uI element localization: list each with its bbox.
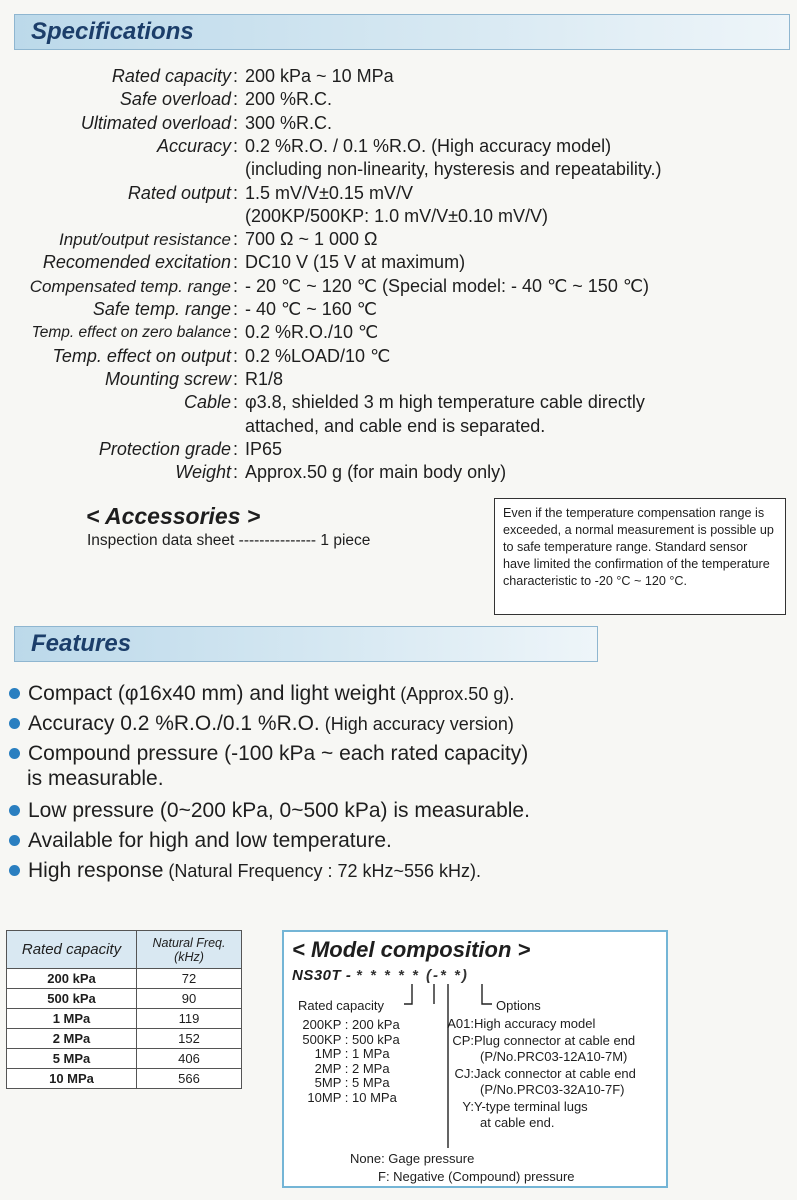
spec-row — [0, 275, 797, 298]
table-row — [7, 1029, 242, 1049]
spec-colon: : — [233, 112, 239, 133]
rated-capacity-code: 2MP — [314, 1060, 342, 1076]
rated-capacity-code: 5MP — [314, 1075, 342, 1091]
feature-item: Available for high and low temperature. — [9, 828, 392, 853]
spec-value: Approx.50 g (for main body only) — [245, 462, 507, 483]
table-row — [7, 1009, 242, 1029]
option-item — [434, 1033, 636, 1050]
option-item — [434, 1066, 636, 1083]
bullet-icon — [9, 835, 20, 846]
spec-row — [0, 135, 797, 158]
rated-capacity-cell: 2 MPa — [7, 1029, 137, 1049]
spec-row — [0, 65, 797, 88]
spec-value-continued: (200KP/500KP: 1.0 mV/V±0.10 mV/V) — [245, 205, 549, 226]
natural-freq-cell: 406 — [137, 1049, 242, 1069]
option-text: High accuracy model — [474, 1016, 596, 1031]
features-title: Features — [31, 630, 132, 657]
spec-value: DC10 V (15 V at maximum) — [245, 252, 466, 273]
temperature-note: Even if the temperature compensation range is exceeded, a normal measurement is possible up to safe temperature range. Standard sensor have limited the confirmation of the temperature characteristic to -20 °C ~ 120 °C. — [494, 498, 786, 615]
spec-value: 700 Ω ~ 1 000 Ω — [245, 229, 378, 250]
spec-label: Mounting screw — [104, 368, 231, 389]
option-code: Y: — [462, 1098, 474, 1114]
spec-value: 200 %R.C. — [245, 89, 333, 110]
feature-item: Low pressure (0~200 kPa, 0~500 kPa) is measurable. — [9, 798, 530, 823]
spec-value: φ3.8, shielded 3 m high temperature cable directly — [245, 392, 645, 413]
table-row — [7, 969, 242, 989]
feature-item: Compact (φ16x40 mm) and light weight (Approx.50 g). — [9, 681, 514, 707]
spec-label: Ultimated overload — [80, 112, 231, 133]
spec-value: - 20 ℃ ~ 120 ℃ (Special model: - 40 ℃ ~ 150 ℃) — [245, 275, 650, 296]
spec-colon: : — [233, 275, 239, 296]
natural-freq-cell: 566 — [137, 1069, 242, 1089]
rated-capacity-label: Rated capacity — [298, 998, 384, 1013]
spec-row — [0, 391, 797, 414]
option-item — [434, 1016, 636, 1033]
spec-colon: : — [233, 392, 239, 413]
spec-label: Input/output resistance — [58, 230, 231, 250]
spec-row — [0, 298, 797, 321]
spec-row — [0, 438, 797, 461]
rated-capacity-code: 10MP — [307, 1089, 342, 1105]
option-text: Y-type terminal lugs — [474, 1098, 588, 1114]
spec-label: Rated capacity — [111, 66, 231, 86]
options-list — [434, 1016, 636, 1132]
rated-capacity-option: 2MP : 2 MPa — [288, 1062, 412, 1077]
bullet-icon — [9, 748, 20, 759]
spec-colon: : — [233, 345, 239, 366]
spec-row — [0, 112, 797, 135]
bullet-icon — [9, 718, 20, 729]
rated-capacity-value: 1 MPa — [352, 1046, 390, 1062]
spec-label: Cable — [183, 392, 231, 413]
model-composition-title: < Model composition > — [292, 937, 531, 962]
pressure-gage: None: Gage pressure — [350, 1151, 475, 1166]
spec-colon: : — [233, 462, 239, 483]
spec-value: - 40 ℃ ~ 160 ℃ — [245, 299, 377, 319]
spec-value-continued: attached, and cable end is separated. — [245, 415, 546, 436]
option-code: A01: — [447, 1016, 474, 1031]
spec-label: Protection grade — [98, 438, 231, 459]
spec-label: Weight — [175, 462, 231, 483]
option-item — [434, 1099, 636, 1116]
bullet-icon — [9, 865, 20, 876]
rated-capacity-value: 2 MPa — [352, 1060, 390, 1076]
rated-capacity-cell: 5 MPa — [7, 1049, 137, 1069]
bullet-icon — [9, 805, 20, 816]
option-item — [434, 1049, 636, 1066]
accessories-title: < Accessories > — [86, 503, 261, 529]
spec-label: Recomended excitation — [42, 252, 231, 273]
option-text: at cable end. — [480, 1115, 555, 1130]
spec-value: 0.2 %R.O. / 0.1 %R.O. (High accuracy model) — [245, 135, 612, 156]
option-text: Jack connector at cable end — [474, 1065, 636, 1081]
spec-value: 0.2 %R.O./10 ℃ — [245, 322, 379, 343]
spec-label: Rated output — [127, 182, 231, 203]
spec-label: Temp. effect on output — [52, 345, 231, 366]
spec-row — [0, 461, 797, 484]
option-text: (P/No.PRC03-12A10-7M) — [480, 1049, 628, 1064]
rated-capacity-value: 10 MPa — [352, 1089, 397, 1105]
specifications-header — [14, 14, 790, 50]
rated-capacity-value: 500 kPa — [352, 1031, 400, 1047]
spec-row — [0, 251, 797, 274]
feature-item: Compound pressure (-100 kPa ~ each rated capacity) — [9, 741, 528, 766]
bullet-icon — [9, 688, 20, 699]
spec-label: Temp. effect on zero balance — [31, 324, 231, 342]
pressure-negative: F: Negative (Compound) pressure — [378, 1169, 575, 1184]
spec-label: Compensated temp. range — [29, 276, 231, 296]
spec-colon: : — [233, 299, 239, 319]
spec-row — [0, 321, 797, 344]
natural-freq-cell: 152 — [137, 1029, 242, 1049]
spec-value: 200 kPa ~ 10 MPa — [245, 66, 394, 86]
option-text: (P/No.PRC03-32A10-7F) — [480, 1082, 625, 1097]
features-header — [14, 626, 598, 662]
spec-colon: : — [233, 368, 239, 389]
rated-capacity-cell: 500 kPa — [7, 989, 137, 1009]
model-code: NS30T - * * * * * (-* *) — [292, 967, 469, 984]
rated-capacity-option: 10MP : 10 MPa — [288, 1091, 412, 1106]
option-item — [434, 1115, 636, 1132]
rated-capacity-option: 200KP : 200 kPa — [288, 1018, 412, 1033]
rated-capacity-cell: 1 MPa — [7, 1009, 137, 1029]
spec-colon: : — [233, 252, 239, 273]
rated-capacity-option: 5MP : 5 MPa — [288, 1076, 412, 1091]
rated-capacity-cell: 10 MPa — [7, 1069, 137, 1089]
option-code: CJ: — [454, 1065, 474, 1081]
natural-frequency-table — [6, 930, 242, 1089]
column-header-rated-capacity: Rated capacity — [7, 931, 137, 969]
spec-row — [0, 368, 797, 391]
natural-freq-cell: 72 — [137, 969, 242, 989]
spec-colon: : — [233, 182, 239, 203]
spec-label: Safe overload — [119, 89, 231, 110]
model-composition-box — [282, 930, 668, 1188]
spec-row — [0, 88, 797, 111]
spec-value: R1/8 — [245, 368, 284, 389]
accessories-item: Inspection data sheet --------------- 1 piece — [87, 532, 371, 549]
spec-colon: : — [233, 135, 239, 156]
spec-colon: : — [233, 89, 239, 110]
column-header-natural-freq: Natural Freq. (kHz) — [137, 931, 242, 969]
feature-item-continued: is measurable. — [27, 767, 164, 790]
rated-capacity-code: 200KP — [302, 1017, 342, 1032]
spec-label: Safe temp. range — [92, 299, 231, 319]
spec-value: 0.2 %LOAD/10 ℃ — [245, 345, 391, 366]
table-row — [7, 1049, 242, 1069]
rated-capacity-option: 1MP : 1 MPa — [288, 1047, 412, 1062]
spec-colon: : — [233, 229, 239, 250]
spec-colon: : — [233, 438, 239, 459]
natural-freq-cell: 90 — [137, 989, 242, 1009]
table-row — [7, 989, 242, 1009]
specifications-title: Specifications — [31, 18, 194, 45]
spec-row — [0, 182, 797, 205]
spec-row — [0, 345, 797, 368]
rated-capacity-cell: 200 kPa — [7, 969, 137, 989]
option-code: CP: — [452, 1032, 474, 1048]
feature-item: Accuracy 0.2 %R.O./0.1 %R.O. (High accuracy version) — [9, 711, 514, 737]
options-label: Options — [496, 998, 541, 1013]
spec-value: 300 %R.C. — [245, 112, 333, 133]
option-text: Plug connector at cable end — [474, 1032, 636, 1048]
natural-freq-cell: 119 — [137, 1009, 242, 1029]
spec-value: 1.5 mV/V±0.15 mV/V — [245, 182, 413, 203]
spec-value-continued: (including non-linearity, hysteresis and repeatability.) — [245, 159, 662, 180]
spec-row — [0, 228, 797, 251]
rated-capacity-value: 5 MPa — [352, 1075, 390, 1091]
rated-capacity-code: 500KP — [302, 1031, 342, 1047]
option-item — [434, 1082, 636, 1099]
table-row — [7, 1069, 242, 1089]
spec-colon: : — [233, 322, 239, 343]
rated-capacity-value: 200 kPa — [352, 1017, 400, 1032]
spec-colon: : — [233, 66, 239, 86]
rated-capacity-list — [288, 1018, 412, 1106]
rated-capacity-code: 1MP — [314, 1046, 342, 1062]
spec-value: IP65 — [245, 438, 283, 459]
rated-capacity-option: 500KP : 500 kPa — [288, 1033, 412, 1048]
spec-label: Accuracy — [156, 135, 231, 156]
feature-item: High response (Natural Frequency : 72 kHz~556 kHz). — [9, 858, 481, 884]
